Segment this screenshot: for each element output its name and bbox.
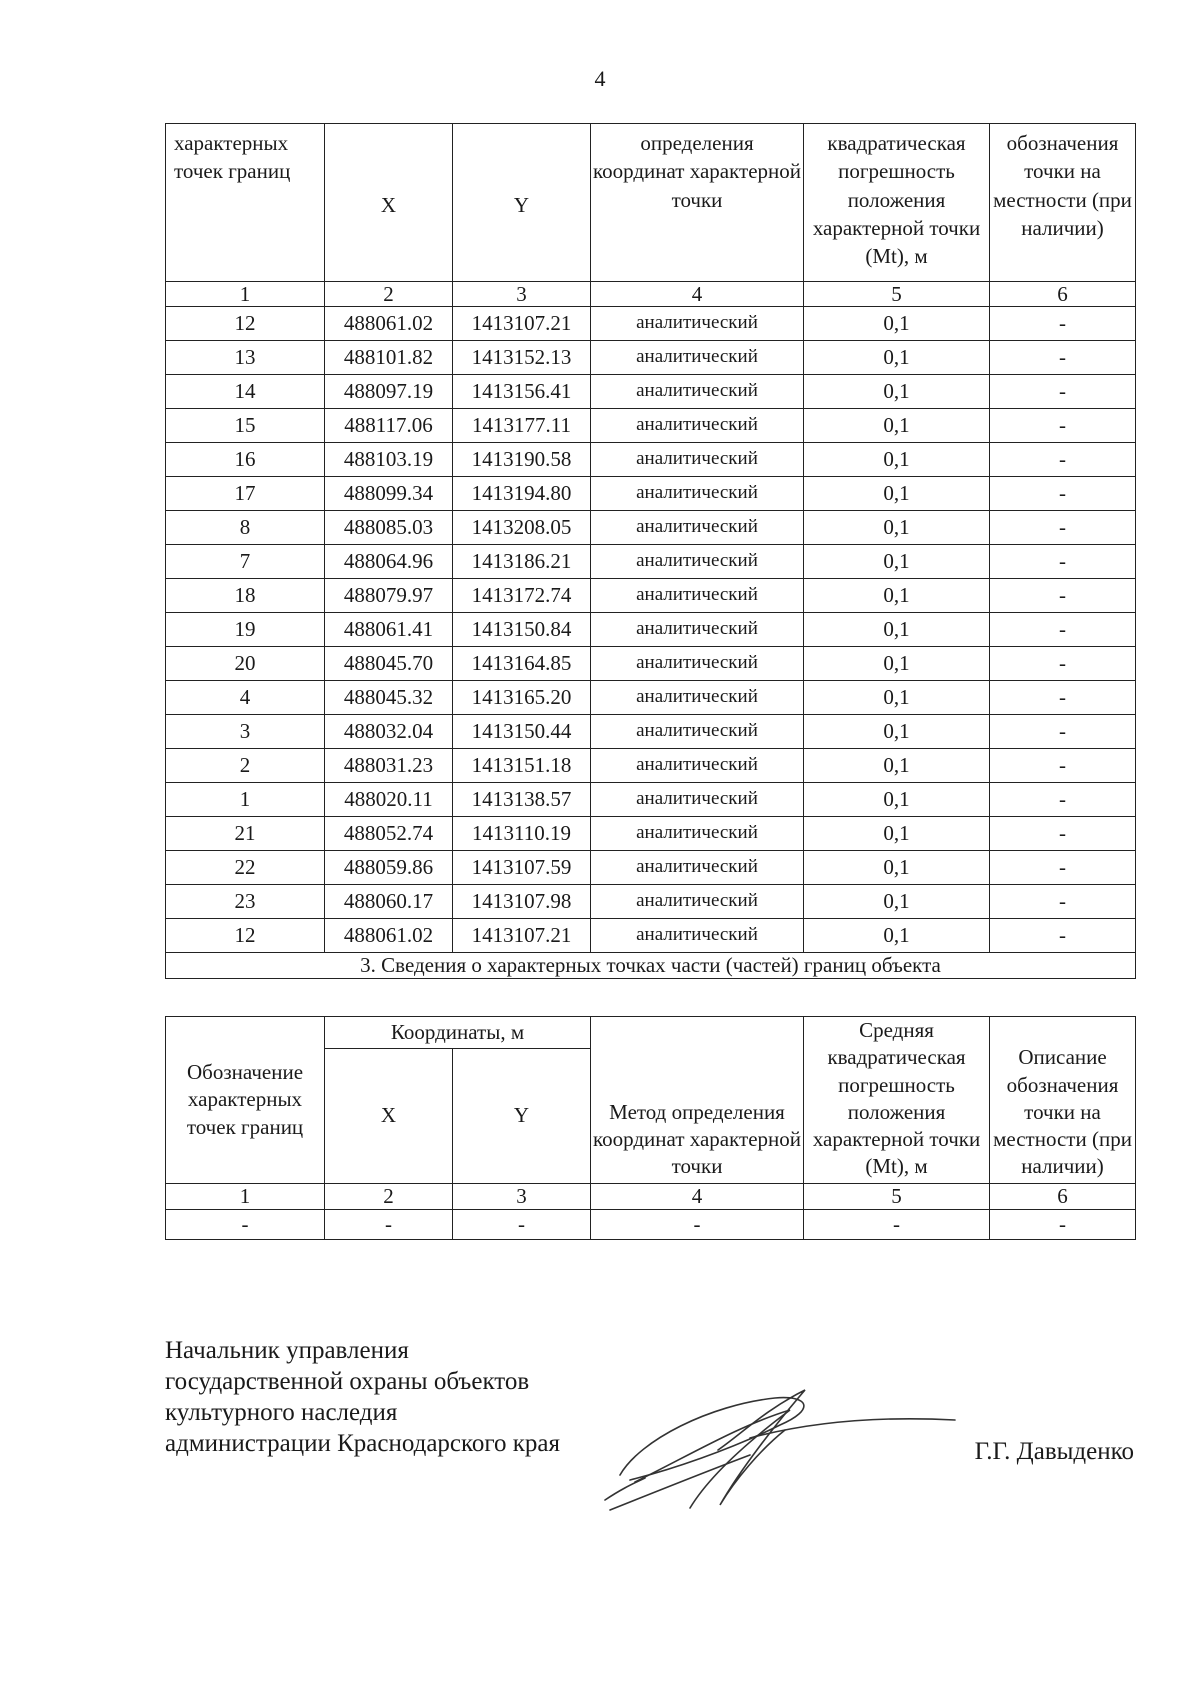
cell-point-number: 21: [166, 817, 325, 851]
table-cell: -: [453, 1209, 591, 1239]
signer-position: [165, 1335, 560, 1459]
cell-description: -: [990, 613, 1136, 647]
cell-description: -: [990, 647, 1136, 681]
cell-coord-x: 488117.06: [325, 409, 453, 443]
column-number: 2: [325, 282, 453, 307]
cell-method: аналитический: [591, 511, 804, 545]
cell-point-number: 19: [166, 613, 325, 647]
header-error: квадратическая погрешность положения характерной точки (Mt), м: [804, 124, 990, 282]
column-number: 1: [166, 282, 325, 307]
table-cell: -: [166, 1209, 325, 1239]
header-y: Y: [453, 1048, 591, 1183]
cell-point-number: 22: [166, 851, 325, 885]
header-error: Средняя квадратическая погрешность положения характерной точки (Mt), м: [804, 1017, 990, 1184]
cell-error: 0,1: [804, 715, 990, 749]
part-boundary-points-table: [165, 1016, 1136, 1240]
column-number-row: [166, 1183, 1136, 1209]
cell-coord-y: 1413152.13: [453, 341, 591, 375]
section-title-row: [166, 953, 1136, 979]
table-header-row: [166, 124, 1136, 282]
cell-method: аналитический: [591, 715, 804, 749]
cell-description: -: [990, 749, 1136, 783]
cell-method: аналитический: [591, 681, 804, 715]
table-row: [166, 613, 1136, 647]
header-description: Описание обозначения точки на местности (при наличии): [990, 1017, 1136, 1184]
column-number: 3: [453, 282, 591, 307]
header-description: обозначения точки на местности (при наличии): [990, 124, 1136, 282]
table-row: [166, 749, 1136, 783]
header-point-label: Обозначение характерных точек границ: [166, 1017, 325, 1184]
cell-method: аналитический: [591, 885, 804, 919]
cell-coord-x: 488059.86: [325, 851, 453, 885]
cell-coord-x: 488061.41: [325, 613, 453, 647]
cell-error: 0,1: [804, 409, 990, 443]
cell-error: 0,1: [804, 579, 990, 613]
cell-error: 0,1: [804, 375, 990, 409]
cell-coord-y: 1413107.98: [453, 885, 591, 919]
cell-description: -: [990, 511, 1136, 545]
cell-point-number: 1: [166, 783, 325, 817]
cell-method: аналитический: [591, 919, 804, 953]
cell-point-number: 16: [166, 443, 325, 477]
cell-point-number: 7: [166, 545, 325, 579]
cell-method: аналитический: [591, 443, 804, 477]
cell-coord-y: 1413208.05: [453, 511, 591, 545]
signer-position-line: культурного наследия: [165, 1399, 398, 1426]
cell-coord-x: 488031.23: [325, 749, 453, 783]
cell-error: 0,1: [804, 749, 990, 783]
cell-coord-y: 1413107.21: [453, 919, 591, 953]
cell-coord-x: 488099.34: [325, 477, 453, 511]
cell-method: аналитический: [591, 307, 804, 341]
column-number-row: [166, 282, 1136, 307]
cell-coord-x: 488045.32: [325, 681, 453, 715]
cell-coord-y: 1413186.21: [453, 545, 591, 579]
cell-point-number: 8: [166, 511, 325, 545]
cell-coord-x: 488061.02: [325, 307, 453, 341]
cell-point-number: 2: [166, 749, 325, 783]
cell-coord-x: 488103.19: [325, 443, 453, 477]
cell-error: 0,1: [804, 545, 990, 579]
cell-description: -: [990, 409, 1136, 443]
cell-error: 0,1: [804, 783, 990, 817]
table-cell: -: [990, 1209, 1136, 1239]
cell-error: 0,1: [804, 919, 990, 953]
cell-description: -: [990, 919, 1136, 953]
table-row: [166, 477, 1136, 511]
table-row: [166, 307, 1136, 341]
cell-coord-y: 1413110.19: [453, 817, 591, 851]
cell-point-number: 12: [166, 919, 325, 953]
header-x: X: [325, 124, 453, 282]
cell-coord-y: 1413194.80: [453, 477, 591, 511]
cell-point-number: 17: [166, 477, 325, 511]
cell-coord-y: 1413107.59: [453, 851, 591, 885]
cell-method: аналитический: [591, 817, 804, 851]
cell-method: аналитический: [591, 341, 804, 375]
cell-point-number: 3: [166, 715, 325, 749]
table-row: [166, 409, 1136, 443]
cell-coord-y: 1413156.41: [453, 375, 591, 409]
cell-coord-y: 1413138.57: [453, 783, 591, 817]
cell-point-number: 23: [166, 885, 325, 919]
cell-description: -: [990, 783, 1136, 817]
table-row: [166, 579, 1136, 613]
cell-description: -: [990, 817, 1136, 851]
cell-coord-y: 1413177.11: [453, 409, 591, 443]
column-number: 5: [804, 1183, 990, 1209]
column-number: 6: [990, 1183, 1136, 1209]
cell-coord-x: 488079.97: [325, 579, 453, 613]
cell-coord-y: 1413165.20: [453, 681, 591, 715]
cell-error: 0,1: [804, 477, 990, 511]
cell-error: 0,1: [804, 613, 990, 647]
column-number: 1: [166, 1183, 325, 1209]
cell-method: аналитический: [591, 647, 804, 681]
cell-description: -: [990, 851, 1136, 885]
cell-coord-y: 1413190.58: [453, 443, 591, 477]
cell-point-number: 14: [166, 375, 325, 409]
cell-coord-y: 1413150.44: [453, 715, 591, 749]
column-number: 4: [591, 282, 804, 307]
cell-description: -: [990, 375, 1136, 409]
cell-error: 0,1: [804, 307, 990, 341]
cell-coord-x: 488061.02: [325, 919, 453, 953]
cell-coord-y: 1413107.21: [453, 307, 591, 341]
cell-error: 0,1: [804, 817, 990, 851]
cell-coord-x: 488085.03: [325, 511, 453, 545]
boundary-points-table: [165, 123, 1136, 979]
header-x: X: [325, 1048, 453, 1183]
cell-method: аналитический: [591, 783, 804, 817]
table-row: [166, 443, 1136, 477]
table-row: [166, 851, 1136, 885]
cell-method: аналитический: [591, 579, 804, 613]
cell-description: -: [990, 443, 1136, 477]
cell-coord-x: 488097.19: [325, 375, 453, 409]
cell-description: -: [990, 477, 1136, 511]
cell-method: аналитический: [591, 851, 804, 885]
cell-description: -: [990, 341, 1136, 375]
cell-description: -: [990, 307, 1136, 341]
cell-error: 0,1: [804, 885, 990, 919]
section-title: 3. Сведения о характерных точках части (частей) границ объекта: [166, 953, 1136, 979]
cell-description: -: [990, 885, 1136, 919]
table-row: [166, 681, 1136, 715]
signer-position-line: государственной охраны объектов: [165, 1368, 530, 1395]
table-row: [166, 545, 1136, 579]
cell-description: -: [990, 715, 1136, 749]
table-row: [166, 375, 1136, 409]
cell-coord-x: 488020.11: [325, 783, 453, 817]
cell-coord-x: 488052.74: [325, 817, 453, 851]
cell-coord-x: 488045.70: [325, 647, 453, 681]
cell-coord-x: 488064.96: [325, 545, 453, 579]
table-cell: -: [325, 1209, 453, 1239]
table-cell: -: [591, 1209, 804, 1239]
cell-point-number: 18: [166, 579, 325, 613]
cell-point-number: 13: [166, 341, 325, 375]
cell-description: -: [990, 681, 1136, 715]
table-row: [166, 817, 1136, 851]
table-row: [166, 919, 1136, 953]
header-method: Метод определения координат характерной точки: [591, 1017, 804, 1184]
cell-point-number: 15: [166, 409, 325, 443]
table-row: [166, 341, 1136, 375]
column-number: 4: [591, 1183, 804, 1209]
signer-name: Г.Г. Давыденко: [974, 1438, 1134, 1465]
cell-error: 0,1: [804, 647, 990, 681]
header-point-label: характерных точек границ: [166, 124, 325, 282]
handwritten-signature: [600, 1380, 960, 1520]
table-cell: -: [804, 1209, 990, 1239]
cell-error: 0,1: [804, 851, 990, 885]
table-row: [166, 1209, 1136, 1239]
cell-method: аналитический: [591, 749, 804, 783]
column-number: 3: [453, 1183, 591, 1209]
cell-coord-y: 1413172.74: [453, 579, 591, 613]
table-row: [166, 715, 1136, 749]
cell-coord-x: 488101.82: [325, 341, 453, 375]
table-row: [166, 885, 1136, 919]
cell-point-number: 4: [166, 681, 325, 715]
cell-error: 0,1: [804, 341, 990, 375]
cell-point-number: 12: [166, 307, 325, 341]
table-row: [166, 511, 1136, 545]
column-number: 6: [990, 282, 1136, 307]
cell-coord-y: 1413150.84: [453, 613, 591, 647]
cell-point-number: 20: [166, 647, 325, 681]
column-number: 2: [325, 1183, 453, 1209]
cell-coord-y: 1413151.18: [453, 749, 591, 783]
header-coordinates: Координаты, м: [325, 1017, 591, 1049]
header-method: определения координат характерной точки: [591, 124, 804, 282]
cell-description: -: [990, 579, 1136, 613]
cell-coord-y: 1413164.85: [453, 647, 591, 681]
table-row: [166, 783, 1136, 817]
cell-method: аналитический: [591, 477, 804, 511]
signer-position-line: Начальник управления: [165, 1337, 409, 1364]
header-y: Y: [453, 124, 591, 282]
table-row: [166, 647, 1136, 681]
signer-position-line: администрации Краснодарского края: [165, 1430, 561, 1457]
cell-error: 0,1: [804, 443, 990, 477]
table-header-row: [166, 1017, 1136, 1049]
cell-description: -: [990, 545, 1136, 579]
cell-error: 0,1: [804, 681, 990, 715]
cell-coord-x: 488060.17: [325, 885, 453, 919]
cell-error: 0,1: [804, 511, 990, 545]
page-number: 4: [594, 66, 606, 91]
cell-method: аналитический: [591, 545, 804, 579]
column-number: 5: [804, 282, 990, 307]
cell-method: аналитический: [591, 375, 804, 409]
cell-method: аналитический: [591, 409, 804, 443]
cell-coord-x: 488032.04: [325, 715, 453, 749]
cell-method: аналитический: [591, 613, 804, 647]
